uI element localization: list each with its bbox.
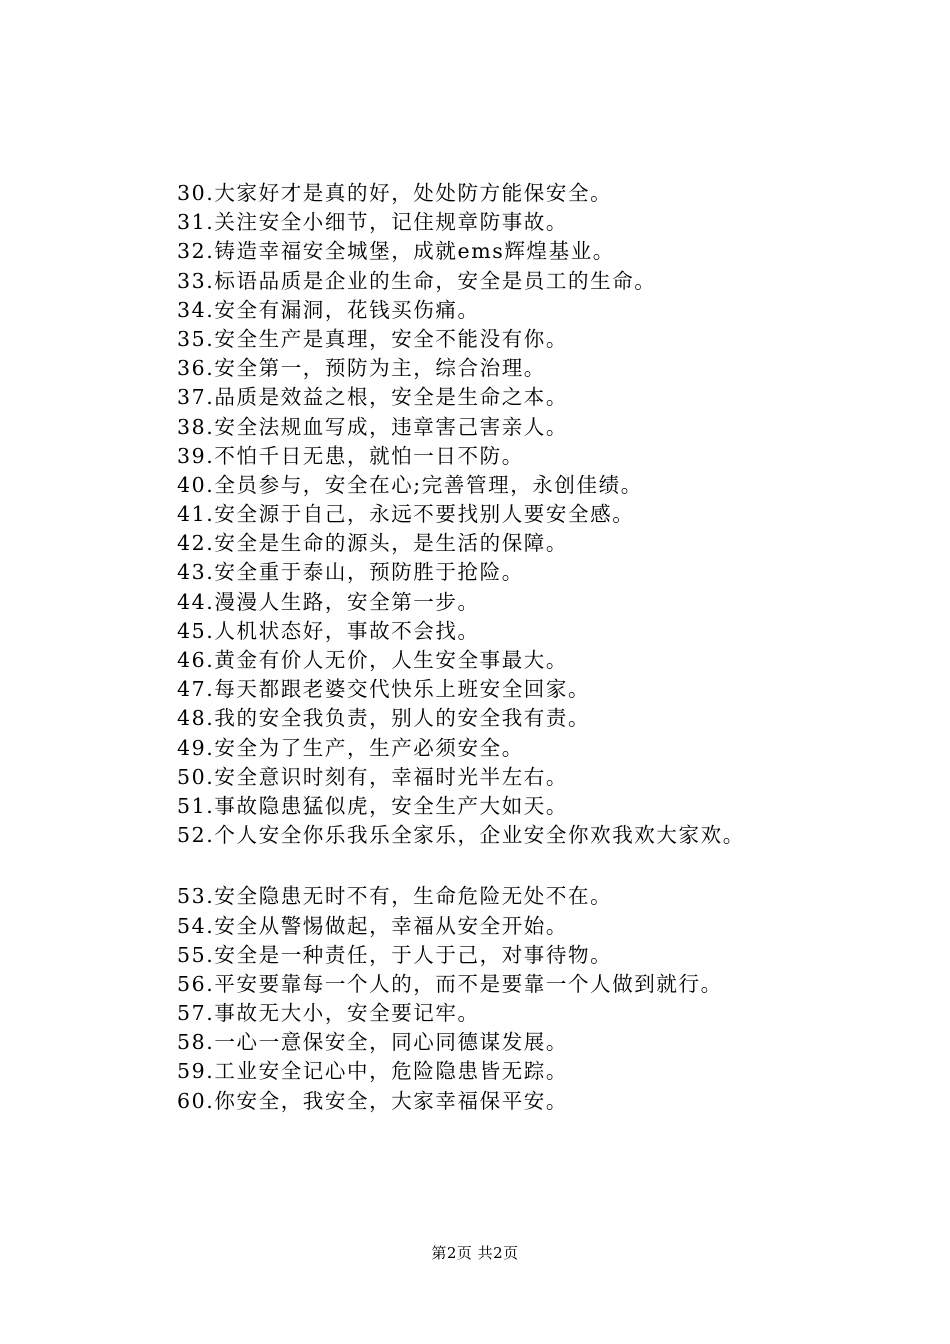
paragraph-gap	[177, 850, 937, 882]
slogan-line: 56.平安要靠每一个人的，而不是要靠一个人做到就行。	[177, 971, 723, 996]
slogan-line: 48.我的安全我负责，别人的安全我有责。	[177, 706, 591, 731]
slogan-line: 54.安全从警惕做起，幸福从安全开始。	[177, 913, 569, 938]
slogan-line: 60.你安全，我安全，大家幸福保平安。	[177, 1088, 569, 1113]
slogan-line: 37.品质是效益之根，安全是生命之本。	[177, 385, 569, 410]
slogan-line: 38.安全法规血写成，违章害己害亲人。	[177, 414, 569, 439]
slogan-line: 36.安全第一，预防为主，综合治理。	[177, 356, 546, 381]
slogan-line: 39.不怕千日无患，就怕一日不防。	[177, 443, 524, 468]
slogan-line: 31.关注安全小细节，记住规章防事故。	[177, 210, 569, 235]
slogan-line: 57.事故无大小，安全要记牢。	[177, 1001, 480, 1026]
slogan-line: 35.安全生产是真理，安全不能没有你。	[177, 326, 569, 351]
slogan-line: 43.安全重于泰山，预防胜于抢险。	[177, 560, 524, 585]
slogan-line: 47.每天都跟老婆交代快乐上班安全回家。	[177, 677, 591, 702]
slogan-line: 42.安全是生命的源头，是生活的保障。	[177, 531, 569, 556]
page-footer: 第2页 共2页	[431, 1244, 519, 1262]
slogan-line: 58.一心一意保安全，同心同德谋发展。	[177, 1030, 569, 1055]
slogan-line: 53.安全隐患无时不有，生命危险无处不在。	[177, 884, 613, 909]
slogan-line: 30.大家好才是真的好，处处防方能保安全。	[177, 181, 613, 205]
slogan-line: 40.全员参与，安全在心;完善管理，永创佳绩。	[177, 472, 643, 497]
slogan-line: 50.安全意识时刻有，幸福时光半左右。	[177, 764, 569, 789]
slogan-list	[177, 179, 937, 1116]
slogan-line: 52.个人安全你乐我乐全家乐，企业安全你欢我欢大家欢。	[177, 823, 745, 848]
slogan-line: 51.事故隐患猛似虎，安全生产大如天。	[177, 793, 569, 818]
slogan-line: 44.漫漫人生路，安全第一步。	[177, 589, 480, 614]
slogan-line: 46.黄金有价人无价，人生安全事最大。	[177, 648, 569, 672]
slogan-line: 33.标语品质是企业的生命，安全是员工的生命。	[177, 268, 657, 293]
slogan-line: 55.安全是一种责任，于人于己，对事待物。	[177, 942, 613, 967]
slogan-line: 45.人机状态好，事故不会找。	[177, 618, 480, 643]
slogan-line: 34.安全有漏洞，花钱买伤痛。	[177, 297, 480, 322]
slogan-line: 59.工业安全记心中，危险隐患皆无踪。	[177, 1059, 569, 1084]
slogan-line: 32.铸造幸福安全城堡，成就ems辉煌基业。	[177, 239, 615, 264]
slogan-line: 41.安全源于自己，永远不要找别人要安全感。	[177, 502, 635, 527]
slogan-line: 49.安全为了生产，生产必须安全。	[177, 735, 524, 760]
